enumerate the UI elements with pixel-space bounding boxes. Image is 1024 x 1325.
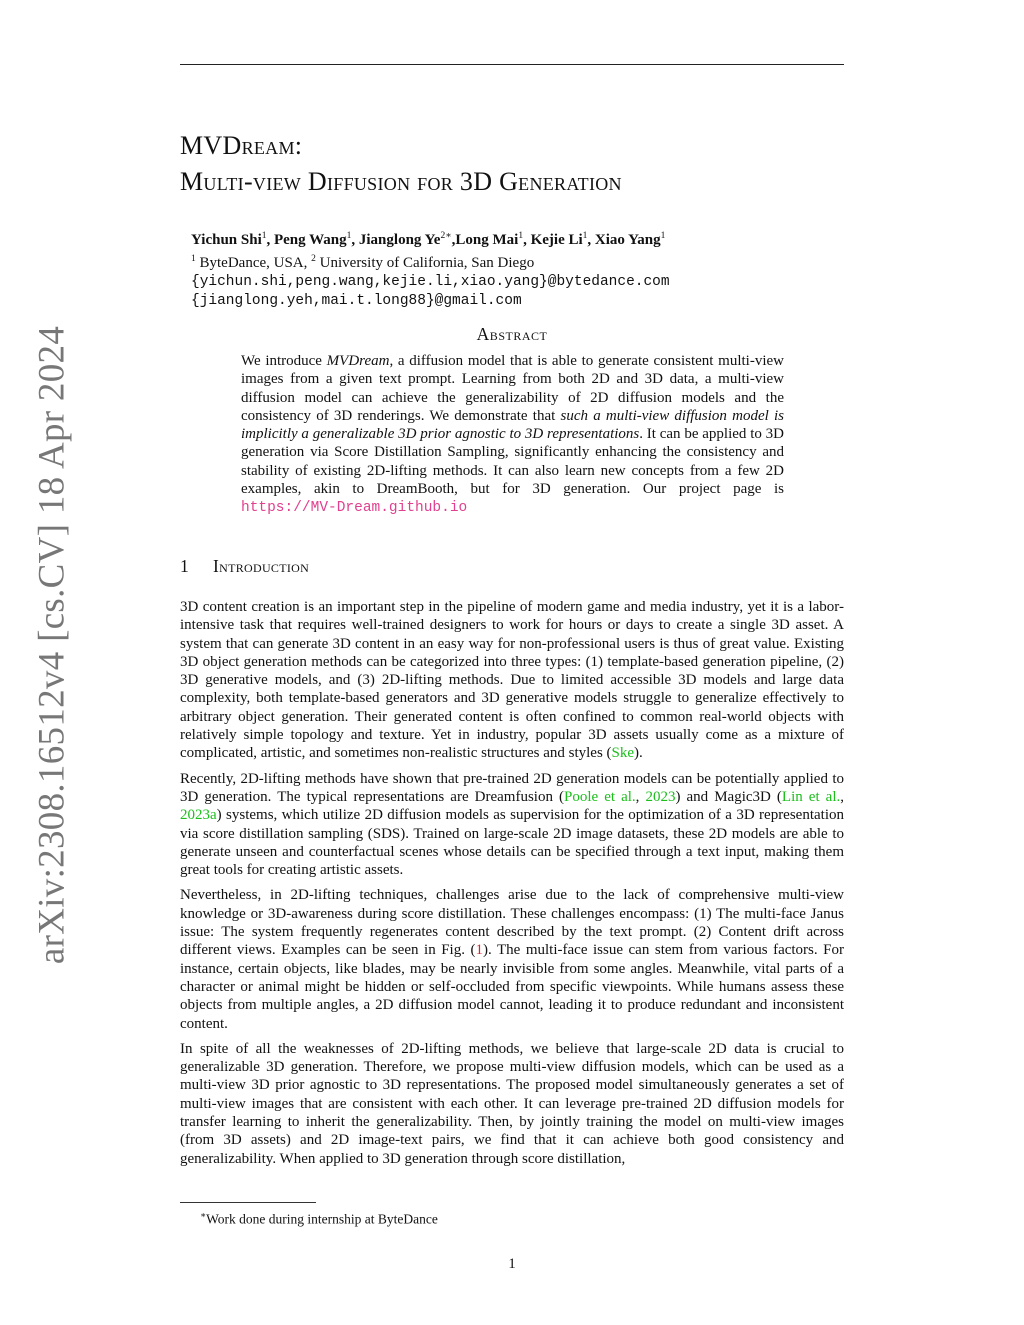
page-number: 1 — [508, 1256, 516, 1272]
paragraph-text: , — [840, 788, 844, 805]
paragraph-3 — [180, 886, 844, 1032]
section-title: Introduction — [213, 556, 310, 576]
paragraph-text: ). — [634, 745, 643, 762]
arxiv-id[interactable]: arXiv:2308.16512v4 [cs.CV] 18 Apr 2024 — [31, 325, 73, 965]
author-name: , Peng Wang — [266, 232, 347, 248]
affiliation-mark: 1 — [660, 231, 666, 241]
footnote-text: Work done during internship at ByteDance — [206, 1211, 438, 1227]
paragraph-text: , — [635, 788, 646, 805]
citation-link[interactable]: 2023a — [180, 807, 217, 824]
abstract-text: We introduce — [241, 353, 327, 369]
paragraph-text: ). The multi-face issue can stem from various factors. For instance, certain objects, like blades, may be nearly invisible from some angles. Meanwhile, vital parts of a character or animal might be hidden or self-occluded from specific viewpoints. While humans assess these objects from multiple angles, a 2D diffusion model cannot, leading it to produce redundant and inconsistent content. — [180, 942, 844, 1032]
title-line-1: MVDream: — [180, 131, 303, 160]
affiliation-mark: 1 — [582, 231, 588, 241]
affiliation-2: University of California, San Diego — [315, 255, 535, 271]
paragraph-4: In spite of all the weaknesses of 2D-lifting methods, we believe that large-scale 2D data is crucial to generalizable 3D generation. Therefore, we propose multi-view diffusion models, which can be used as a multi-view 3D prior agnostic to 3D representations. The proposed model simultaneously generates a set of multi-view images that are consistent with each other. It can leverage pre-trained 2D diffusion models for transfer learning to inherit the generalizability. Then, by jointly training the model on multi-view images (from 3D assets) and 2D image-text pairs, we find that it can achieve both good consistency and generalizability. When applied to 3D generation through score distillation, — [180, 1040, 844, 1167]
author-name: Yichun Shi — [191, 232, 262, 248]
title-line-2: Multi-view Diffusion for 3D Generation — [180, 167, 622, 196]
abstract-heading: Abstract — [476, 324, 548, 344]
affiliation-mark: 2∗ — [440, 231, 452, 241]
citation-link[interactable]: Ske — [611, 745, 635, 762]
citation-link[interactable]: Poole et al. — [564, 788, 636, 805]
footnote-mark: ∗ — [200, 1210, 207, 1220]
top-rule — [180, 64, 844, 65]
footnote — [200, 1207, 438, 1228]
affiliation-1: ByteDance, USA, — [195, 255, 312, 271]
paragraph-text: 3D content creation is an important step in the pipeline of modern game and media industry, yet it is a labor-intensive task that requires well-trained designers to work for hours or days to create a single 3D asset. A system that can generate 3D content in an easy way for non-professional users is thus of great value. Existing 3D object generation methods can be categorized into three types: (1) template-based generation pipeline, (2) 3D generative models, and (3) 2D-lifting methods. Due to limited accessible 3D models and large data complexity, both template-based generators and 3D generative models struggle to generalize effectively to arbitrary object generation. Their generated content is often confined to common real-world objects with relatively simple topology and texture. Yet in industry, popular 3D assets usually come as a mixture of complicated, artistic, and sometimes non-realistic structures and styles ( — [180, 599, 844, 762]
paragraph-text: ) systems, which utilize 2D diffusion models as supervision for the optimization of a 3D representation via score distillation sampling (SDS). Trained on large-scale 2D image datasets, these 2D models are able to generate unseen and counterfactual scenes whose details can be specified through a text input, making them great tools for creating artistic assets. — [180, 807, 844, 879]
affiliations — [191, 250, 851, 273]
paragraph-text: Recently, 2D-lifting methods have shown that pre-trained 2D generation models can be potentially applied to 3D generation. The typical representations are Dreamfusion ( — [180, 770, 844, 805]
email-line-2[interactable]: {jianglong.yeh,mai.t.long88}@gmail.com — [191, 293, 522, 309]
author-name: ,Long Mai — [451, 232, 519, 248]
author-name: , Jianglong Ye — [351, 232, 441, 248]
abstract-text: , a diffusion model that is able to generate consistent multi-view images from a given text prompt. Learning from both 2D and 3D data, a multi-view diffusion model can achieve the generalizability of 2D diffusion models and the consistency of 3D renderings. We demonstrate that — [241, 353, 784, 424]
affiliation-mark: 1 — [346, 231, 352, 241]
figure-ref-link[interactable]: 1 — [475, 942, 483, 959]
citation-link[interactable]: Lin et al. — [781, 788, 841, 805]
section-heading-introduction — [180, 556, 309, 577]
paragraph-1 — [180, 598, 844, 763]
author-name: , Xiao Yang — [587, 232, 661, 248]
paragraph-2 — [180, 770, 844, 880]
email-line-1[interactable]: {yichun.shi,peng.wang,kejie.li,xiao.yang}@bytedance.com — [191, 274, 670, 290]
affiliation-mark: 1 — [518, 231, 524, 241]
paragraph-text: Nevertheless, in 2D-lifting techniques, challenges arise due to the lack of comprehensive multi-view knowledge or 3D-awareness during score distillation. These challenges encompass: (1) The multi-face Janus issue: The system frequently regenerates content described by the text prompt. (2) Content drift across different views. Examples can be seen in Fig. ( — [180, 887, 844, 959]
project-page-link[interactable]: https://MV-Dream.github.io — [241, 500, 468, 517]
model-name: MVDream — [326, 353, 390, 369]
section-number: 1 — [180, 556, 190, 576]
abstract-body — [241, 352, 784, 518]
author-block — [191, 227, 851, 311]
citation-link[interactable]: 2023 — [645, 788, 676, 805]
paper-title — [180, 128, 880, 200]
affiliation-mark: 2 — [311, 254, 316, 264]
abstract-emphasis: such a multi-view diffusion model is implicitly a generalizable 3D prior agnostic to 3D representations — [241, 407, 785, 443]
abstract-text: . It can be applied to 3D generation via Score Distillation Sampling, significantly enhancing the consistency and stability of existing 2D-lifting methods. It can also learn new concepts from a few 2D examples, akin to DreamBooth, but for 3D generation. Our project page is — [241, 426, 784, 498]
author-names — [191, 227, 851, 250]
author-name: , Kejie Li — [523, 232, 583, 248]
affiliation-mark: 1 — [191, 254, 196, 264]
affiliation-mark: 1 — [261, 231, 267, 241]
introduction-body — [180, 598, 844, 1175]
paragraph-text: ) and Magic3D ( — [675, 788, 782, 805]
footnote-rule — [180, 1202, 316, 1203]
